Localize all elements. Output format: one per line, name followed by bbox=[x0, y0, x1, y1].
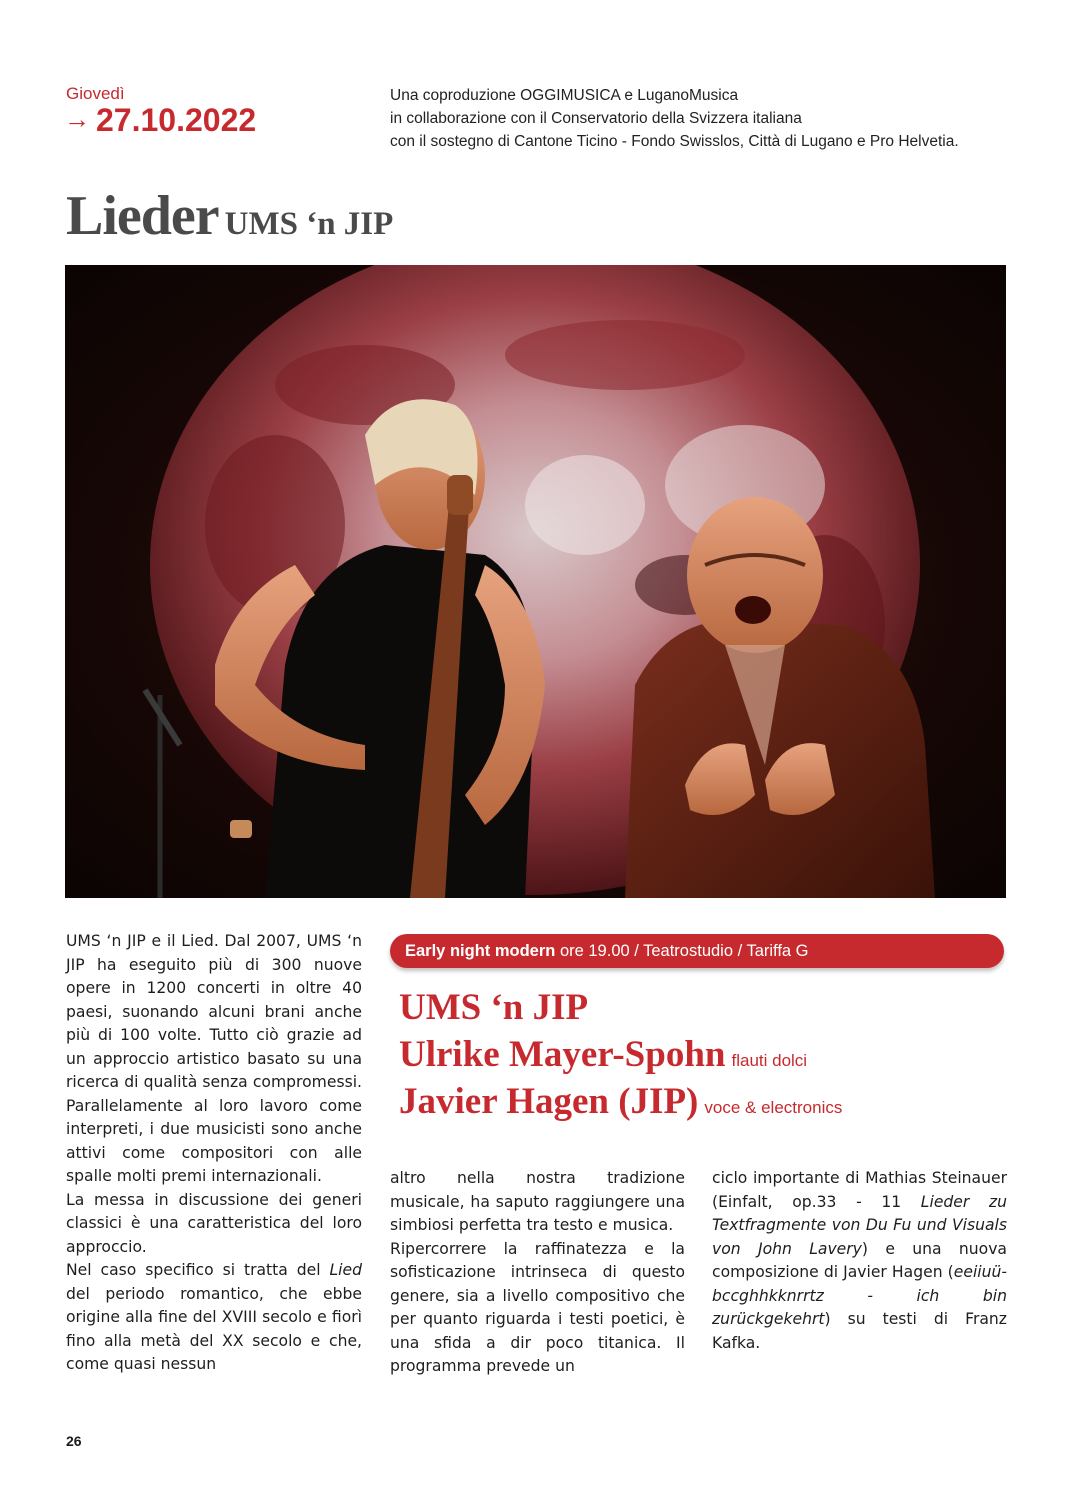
event-series: Early night modern bbox=[405, 942, 556, 960]
text-run: del periodo romantico, che ebbe origine alla fine del XVIII secolo e fiorì fino alla metà del XX secolo e che, come quasi nessun bbox=[66, 1284, 362, 1373]
paragraph: UMS ‘n JIP e il Lied. Dal 2007, UMS ‘n JIP ha eseguito più di 300 nuove opere in 1200 concerti in oltre 40 paesi, suonando alcuni brani anche più di 100 volte. Tutto ciò grazie ad un approccio artistico basato su una ricerca di qualità senza compromessi. Parallelamente al loro lavoro come interpreti, i due musicisti sono anche attivi come compositori con alle spalle molti premi internazionali. bbox=[66, 932, 362, 1185]
title-sub: UMS ‘n JIP bbox=[224, 206, 394, 242]
performance-photo-illustration bbox=[65, 265, 1006, 898]
text-run: ciclo importante di Mathias Steinauer (Einfalt, op.33 - 11 bbox=[712, 1169, 1007, 1211]
performer-name: Javier Hagen (JIP) bbox=[399, 1081, 699, 1122]
text-run: ) su testi di Franz Kafka. bbox=[712, 1310, 1007, 1352]
event-date bbox=[64, 102, 256, 139]
event-info-banner bbox=[390, 934, 1004, 968]
arrow-right-icon: → bbox=[64, 104, 90, 134]
performer-ulrike bbox=[399, 1031, 842, 1078]
text-run: Nel caso specifico si tratta del bbox=[66, 1261, 330, 1279]
production-credits bbox=[390, 84, 959, 153]
paragraph bbox=[712, 1167, 1007, 1355]
article-column-right bbox=[712, 1167, 1007, 1355]
performance-photo bbox=[65, 265, 1006, 898]
performer-role: flauti dolci bbox=[731, 1051, 808, 1070]
text-run: ) e una nuova composizione di Javier Hagen ( bbox=[712, 1239, 1007, 1281]
performer-javier bbox=[399, 1078, 842, 1125]
italic-title: Lieder zu Textfragmente von Du Fu und Visuals von John Lavery bbox=[712, 1192, 1008, 1258]
credit-line: con il sostegno di Cantone Ticino - Fondo Swisslos, Città di Lugano e Pro Helvetia. bbox=[390, 133, 959, 150]
paragraph: altro nella nostra tradizione musicale, ha saputo raggiungere una simbiosi perfetta tra testo e musica. bbox=[390, 1169, 685, 1234]
article-column-middle bbox=[390, 1167, 685, 1379]
event-details: ore 19.00 / Teatrostudio / Tariffa G bbox=[555, 942, 809, 960]
performer-ensemble bbox=[399, 984, 842, 1031]
italic-title: eeiiuü-bccghhkknrrtz - ich bin zurückgekehrt bbox=[712, 1263, 1007, 1328]
paragraph bbox=[66, 1259, 362, 1377]
page-title bbox=[66, 184, 393, 248]
title-main: Lieder bbox=[66, 185, 219, 247]
paragraph: La messa in discussione dei generi classici è una caratteristica del loro approccio. bbox=[66, 1190, 362, 1256]
performer-name: Ulrike Mayer-Spohn bbox=[399, 1034, 726, 1075]
performer-name: UMS ‘n JIP bbox=[399, 987, 589, 1028]
article-column-left bbox=[66, 930, 362, 1377]
weekday: Giovedì bbox=[66, 84, 125, 103]
performer-role: voce & electronics bbox=[704, 1098, 843, 1117]
performers-list bbox=[399, 984, 842, 1125]
italic-term: Lied bbox=[329, 1261, 362, 1279]
paragraph: Ripercorrere la raffinatezza e la sofisticazione intrinseca di questo genere, sia a livello compositivo che per quanto riguarda i testi poetici, è una sfida a dir poco titanica. Il programma prevede un bbox=[390, 1239, 685, 1375]
credit-line: Una coproduzione OGGIMUSICA e LuganoMusica bbox=[390, 87, 739, 104]
page-number: 26 bbox=[66, 1433, 82, 1449]
credit-line: in collaborazione con il Conservatorio della Svizzera italiana bbox=[390, 110, 802, 127]
date-text: 27.10.2022 bbox=[96, 102, 257, 138]
